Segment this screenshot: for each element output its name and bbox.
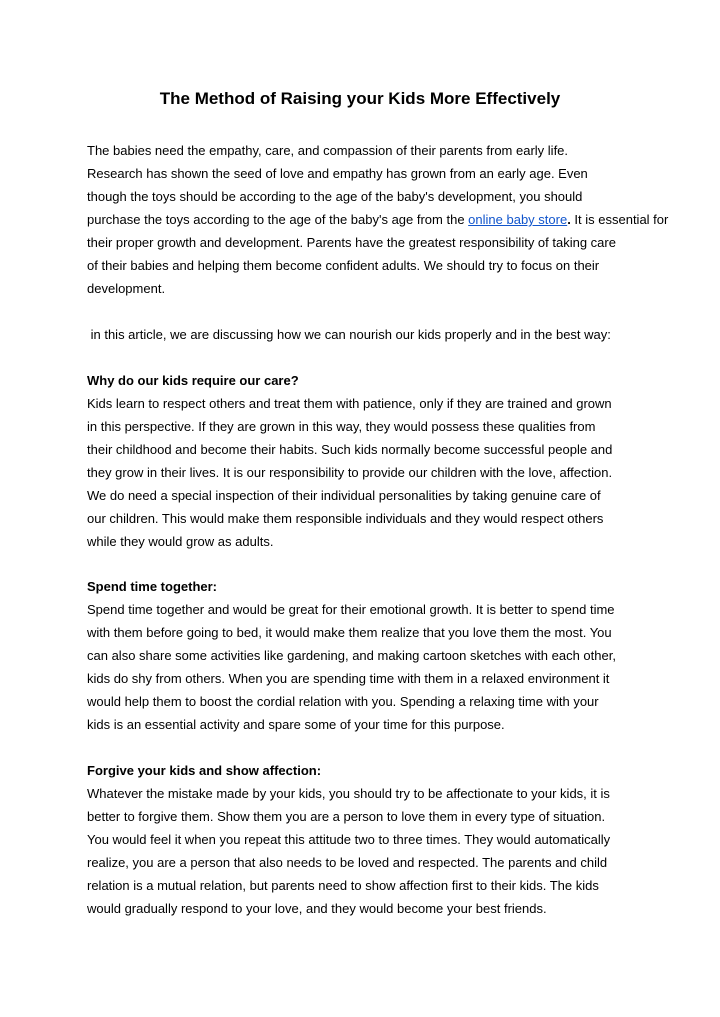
section-line: better to forgive them. Show them you are a person to love them in every type of situation. <box>87 809 606 824</box>
online-baby-store-link[interactable]: online baby store <box>468 212 568 227</box>
section-line: would help them to boost the cordial relation with you. Spending a relaxing time with your <box>87 694 599 709</box>
intro-line: Research has shown the seed of love and empathy has grown from an early age. Even <box>87 166 588 181</box>
section-line: their childhood and become their habits. Such kids normally become successful people and <box>87 442 613 457</box>
intro-line: development. <box>87 281 166 296</box>
section-line: Kids learn to respect others and treat them with patience, only if they are trained and grown <box>87 396 612 411</box>
intro-paragraph <box>87 139 669 300</box>
section-heading: Forgive your kids and show affection: <box>87 763 322 778</box>
intro-line: of their babies and helping them become confident adults. We should try to focus on their <box>87 258 600 273</box>
section-line: in this perspective. If they are grown in this way, they would possess these qualities from <box>87 419 596 434</box>
section-line: they grow in their lives. It is our responsibility to provide our children with the love, affection. <box>87 465 613 480</box>
section-line: You would feel it when you repeat this attitude two to three times. They would automatically <box>87 832 611 847</box>
section-line: kids is an essential activity and spare some of your time for this purpose. <box>87 717 505 732</box>
section-line: our children. This would make them responsible individuals and they would respect others <box>87 511 604 526</box>
section-line: would gradually respond to your love, and they would become your best friends. <box>87 901 547 916</box>
section-line: realize, you are a person that also needs to be loved and respected. The parents and child <box>87 855 608 870</box>
intro-line: though the toys should be according to the age of the baby's development, you should <box>87 189 583 204</box>
intro-line-with-link <box>87 208 669 231</box>
intro-line: their proper growth and development. Parents have the greatest responsibility of taking care <box>87 235 616 250</box>
section-line: relation is a mutual relation, but parents need to show affection first to their kids. The kids <box>87 878 599 893</box>
lead-paragraph <box>87 323 647 346</box>
section-heading: Why do our kids require our care? <box>87 373 299 388</box>
intro-text: purchase the toys according to the age of the baby's age from the <box>87 212 469 227</box>
section-spend-time <box>87 575 647 736</box>
section-forgive <box>87 759 647 920</box>
section-why-care <box>87 369 647 553</box>
intro-text: It is essential for <box>570 212 669 227</box>
section-line: while they would grow as adults. <box>87 534 274 549</box>
link-punctuation: . <box>567 212 571 227</box>
lead-line: in this article, we are discussing how we can nourish our kids properly and in the best way: <box>87 327 611 342</box>
page-title: The Method of Raising your Kids More Effectively <box>159 89 561 108</box>
section-heading: Spend time together: <box>87 579 218 594</box>
section-line: can also share some activities like gardening, and making cartoon sketches with each other, <box>87 648 616 663</box>
intro-line: The babies need the empathy, care, and compassion of their parents from early life. <box>87 143 569 158</box>
section-line: with them before going to bed, it would make them realize that you love them the most. You <box>87 625 612 640</box>
section-line: Whatever the mistake made by your kids, you should try to be affectionate to your kids, it is <box>87 786 610 801</box>
section-line: Spend time together and would be great for their emotional growth. It is better to spend time <box>87 602 615 617</box>
section-line: kids do shy from others. When you are spending time with them in a relaxed environment it <box>87 671 610 686</box>
section-line: We do need a special inspection of their individual personalities by taking genuine care of <box>87 488 601 503</box>
